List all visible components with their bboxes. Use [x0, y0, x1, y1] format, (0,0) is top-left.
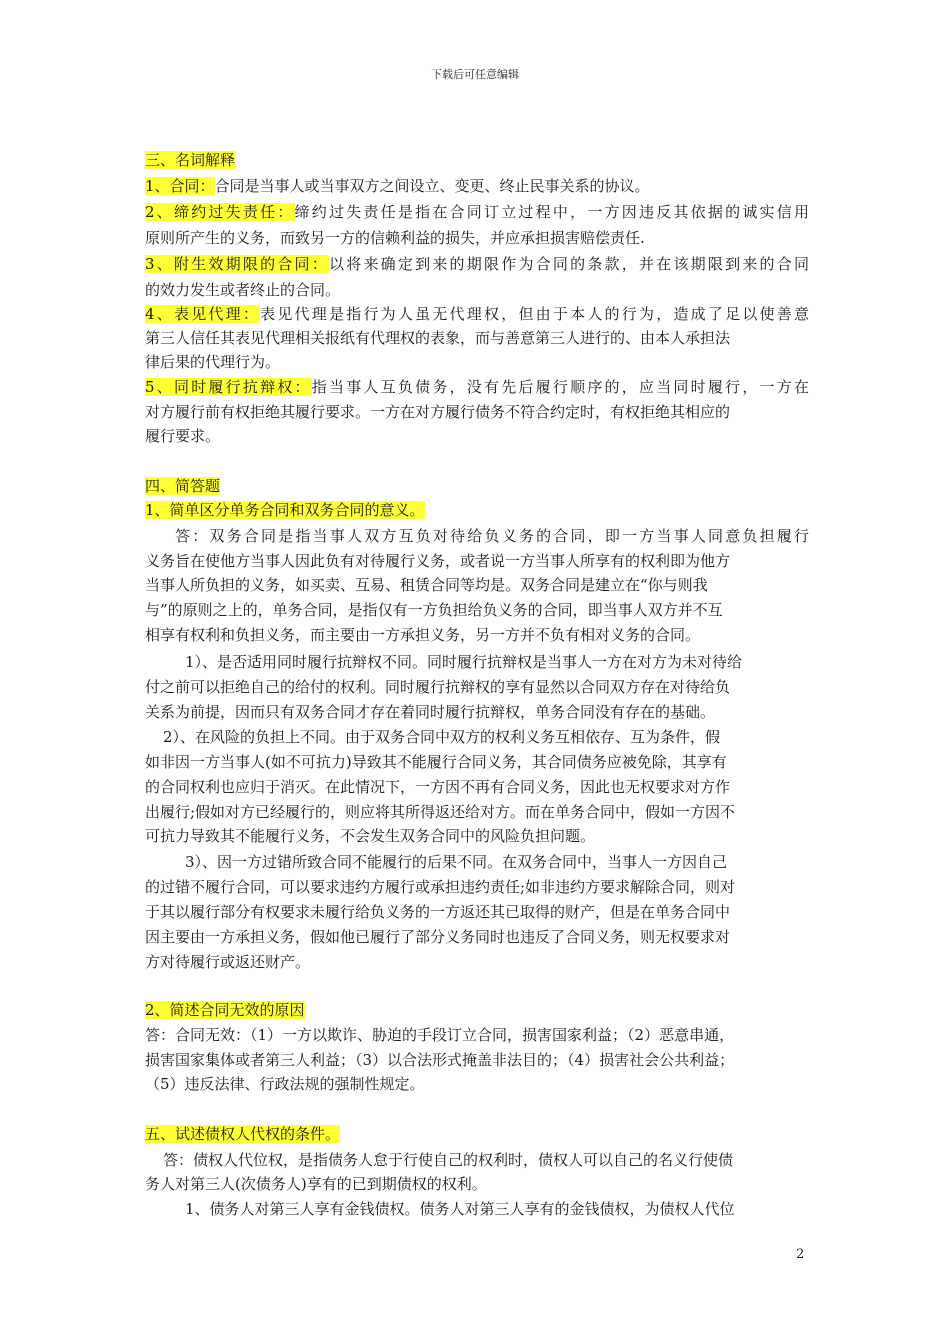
text-line: 关系为前提，因而只有双务合同才存在着同时履行抗辩权，单务合同没有存在的基础。 — [145, 703, 716, 721]
page-header: 下载后可任意编辑 — [431, 68, 519, 81]
text-line: 方对待履行或返还财产。 — [145, 953, 311, 971]
text-line: 的合同权利也应归于消灭。在此情况下，一方因不再有合同义务，因此也无权要求对方作 — [145, 778, 731, 796]
section-heading: 五、试述债权人代权的条件。 — [145, 1125, 341, 1143]
term-simultaneous-defense: 5、同时履行抗辩权：指当事人互负债务，没有先后履行顺序的，应当同时履行，一方在 — [145, 378, 809, 396]
text-line: 履行要求。 — [145, 427, 221, 445]
section-heading: 四、简答题 — [145, 477, 221, 495]
text-line: 相享有权利和负担义务，而主要由一方承担义务，另一方并不负有相对义务的合同。 — [145, 626, 701, 644]
text-line: 1、债务人对第三人享有金钱债权。债务人对第三人享有的金钱债权，为债权人代位 — [185, 1200, 735, 1218]
text-line: 义务旨在使他方当事人因此负有对待履行义务，或者说一方当事人所享有的权利即为他方 — [145, 552, 731, 570]
text-line: 出履行;假如对方已经履行的，则应将其所得返还给对方。而在单务合同中，假如一方因不 — [145, 803, 736, 821]
text-line: 务人对第三人(次债务人)享有的已到期债权的权利。 — [145, 1175, 487, 1193]
text-line: 付之前可以拒绝自己的给付的权利。同时履行抗辩权的享有显然以合同双方存在对待给负 — [145, 678, 731, 696]
text-line: 答：合同无效：（1）一方以欺诈、胁迫的手段订立合同，损害国家利益；（2）恶意串通， — [145, 1026, 735, 1044]
text-line: 的过错不履行合同，可以要求违约方履行或承担违约责任;如非违约方要求解除合同，则对 — [145, 878, 736, 896]
text-line: 1）、是否适用同时履行抗辩权不同。同时履行抗辩权是当事人一方在对方为未对待给 — [185, 653, 743, 671]
text-line: 可抗力导致其不能履行义务，不会发生双务合同中的风险负担问题。 — [145, 827, 596, 845]
text-line: 的效力发生或者终止的合同。 — [145, 281, 341, 299]
term-term-contract: 3、附生效期限的合同：以将来确定到来的期限作为合同的条款，并在该期限到来的合同 — [145, 255, 809, 273]
page-number: 2 — [796, 1247, 805, 1262]
text-line: 3）、因一方过错所致合同不能履行的后果不同。在双务合同中，当事人一方因自己 — [185, 853, 728, 871]
text-line: 原则所产生的义务，而致另一方的信赖利益的损失，并应承担损害赔偿责任. — [145, 229, 645, 247]
question-title: 2、简述合同无效的原因 — [145, 1001, 305, 1019]
text-line: 如非因一方当事人(如不可抗力)导致其不能履行合同义务，其合同债务应被免除，其享有 — [145, 753, 727, 771]
question-title: 1、简单区分单务合同和双务合同的意义。 — [145, 501, 425, 519]
text-line: 对方履行前有权拒绝其履行要求。一方在对方履行债务不符合约定时，有权拒绝其相应的 — [145, 403, 731, 421]
text-line: 当事人所负担的义务，如买卖、互易、租赁合同等均是。双务合同是建立在“你与则我 — [145, 576, 708, 594]
text-line: 损害国家集体或者第三人利益；（3）以合法形式掩盖非法目的；（4）损害社会公共利益； — [145, 1051, 735, 1069]
text-line: 律后果的代理行为。 — [145, 353, 281, 371]
text-line: 答：双务合同是指当事人双方互负对待给负义务的合同，即一方当事人同意负担履行 — [175, 527, 809, 545]
text-line: （5）违反法律、行政法规的强制性规定。 — [145, 1075, 425, 1093]
text-line: 因主要由一方承担义务，假如他已履行了部分义务同时也违反了合同义务，则无权要求对 — [145, 928, 731, 946]
term-apparent-agency: 4、表见代理：表见代理是指行为人虽无代理权，但由于本人的行为，造成了足以使善意 — [145, 305, 809, 323]
text-line: 第三人信任其表见代理相关报纸有代理权的表象，而与善意第三人进行的、由本人承担法 — [145, 329, 731, 347]
text-line: 2）、在风险的负担上不同。由于双务合同中双方的权利义务互相依存、互为条件，假 — [163, 728, 721, 746]
text-line: 答：债权人代位权，是指债务人怠于行使自己的权利时，债权人可以自己的名义行使债 — [163, 1151, 734, 1169]
section-heading: 三、名词解释 — [145, 151, 236, 169]
text-line: 于其以履行部分有权要求未履行给负义务的一方返还其已取得的财产，但是在单务合同中 — [145, 903, 731, 921]
term-contract: 1、合同：合同是当事人或当事双方之间设立、变更、终止民事关系的协议。 — [145, 177, 650, 195]
term-culpa: 2、缔约过失责任：缔约过失责任是指在合同订立过程中，一方因违反其依据的诚实信用 — [145, 203, 809, 221]
text-line: 与”的原则之上的，单务合同，是指仅有一方负担给负义务的合同，即当事人双方并不互 — [145, 601, 723, 619]
